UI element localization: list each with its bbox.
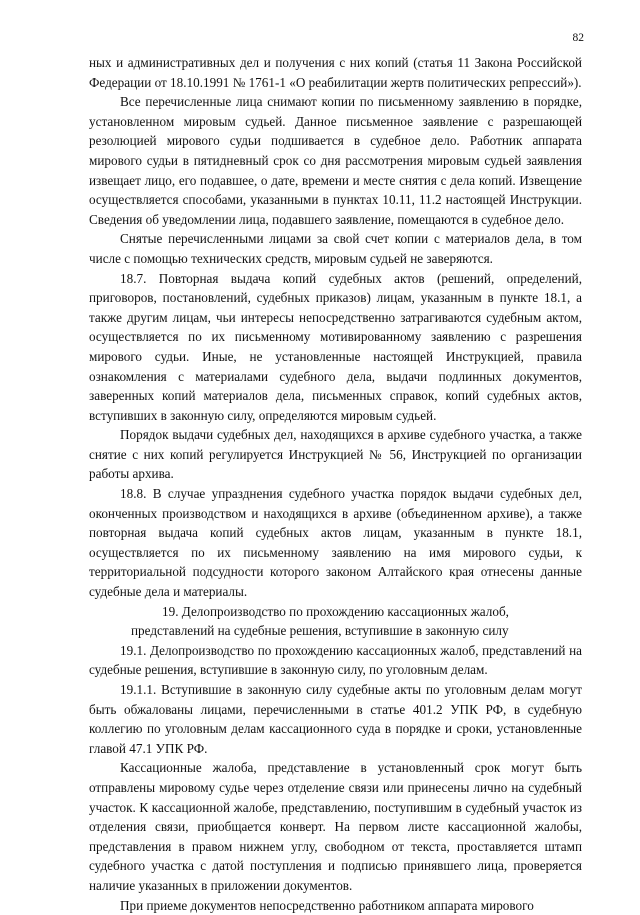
paragraph-18-7: 18.7. Повторная выдача копий судебных актов (решений, определений, приговоров, постановлений, судебных приказов) лицам, указанным в пункте 18.1, а также другим лицам, чьи интересы непосредственно затрагиваются судебным актом, осуществляется по их письменному мотивированному заявлению с разрешения мирового судьи. Иные, не установленные настоящей Инструкцией, правила ознакомления с материалами судебного дела, выдачи подлинных документов, заверенных копий материалов дела, письменных справок, копий судебных актов, вступивших в законную силу, определяются мировым судьей. [89,270,582,423]
paragraph-copy-procedure: Все перечисленные лица снимают копии по письменному заявлению в порядке, установленном мировым судьей. Данное письменное заявление с разрешающей резолюцией мирового судьи подшивается в судебное дело. Работник аппарата мирового судьи в пятидневный срок со дня рассмотрения мировым судьей заявления извещает лицо, его подавшее, о дате, времени и месте снятия с дела копий. Извещение осуществляется способами, указанными в пунктах 10.11, 11.2 настоящей Инструкции. Сведения об уведомлении лица, подавшего заявление, помещаются в судебное дело. [89,94,582,227]
paragraph-18-8: 18.8. В случае упразднения судебного участка порядок выдачи судебных дел, оконченных производством и находящихся в архиве (объединенном архиве), а также повторная выдача копий судебных актов лицам, указанным в пункте 18.1, осуществляется по их письменному заявлению на имя мирового судьи, к территориальной подсудности которого законом Алтайского края отнесены данные судебные дела и материалы. [89,486,582,600]
page-number: 82 [572,32,584,44]
paragraph-continuation: ных и административных дел и получения с них копий (статья 11 Закона Российской Федерации от 18.10.1991 № 1761-1 «О реабилитации жертв политических репрессий»). [89,55,582,90]
paragraph-archive-order: Порядок выдачи судебных дел, находящихся в архиве судебного участка, а также снятие с них копий регулируется Инструкцией № 56, Инструкцией по организации работы архива. [89,427,582,482]
paragraph-document-reception: При приеме документов непосредственно работником аппарата мирового [120,897,534,913]
paragraph-19-1: 19.1. Делопроизводство по прохождению кассационных жалоб, представлений на судебные решения, вступившие в законную силу, по уголовным делам. [89,642,582,678]
section-heading-19: 19. Делопроизводство по прохождению кассационных жалоб, представлений на судебные решения, вступившие в законную силу [131,603,509,639]
paragraph-19-1-1: 19.1.1. Вступившие в законную силу судебные акты по уголовным делам могут быть обжалованы лицами, перечисленными в статье 401.2 УПК РФ, в судебную коллегию по уголовным делам кассационного суда в порядке и сроки, установленные главой 47.1 УПК РФ. [89,682,582,756]
paragraph-copies-not-certified: Снятые перечисленными лицами за свой счет копии с материалов дела, в том числе с помощью технических средств, мировым судьей не заверяются. [89,231,582,266]
page-content [89,53,582,915]
paragraph-cassation-submission: Кассационные жалоба, представление в установленный срок могут быть отправлены мировому судье через отделение связи или принесены лично на судебный участок. К кассационной жалобе, представлению, поступившим в судебный участок из отделения связи, приобщается конверт. На первом листе кассационной жалобы, представления в правом нижнем углу, свободном от текста, проставляется штамп судебного участка с датой поступления и подписью принявшего лица, проверяется наличие указанных в приложении документов. [89,760,582,893]
